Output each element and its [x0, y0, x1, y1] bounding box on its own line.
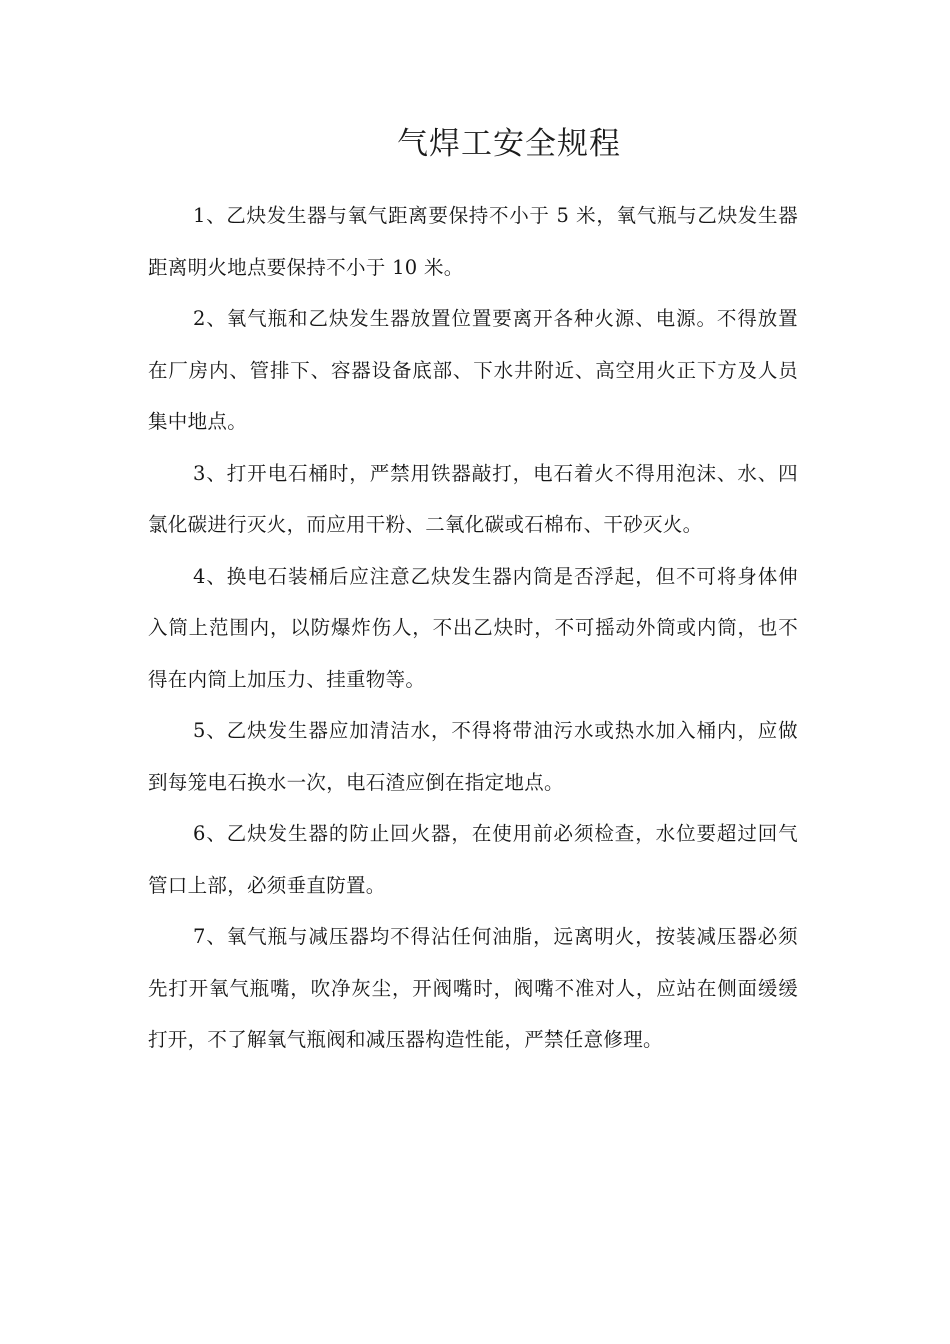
paragraph-4: 4、换电石装桶后应注意乙炔发生器内筒是否浮起，但不可将身体伸入筒上范围内，以防爆炸伤人，不出乙炔时，不可摇动外筒或内筒，也不得在内筒上加压力、挂重物等。: [148, 564, 798, 691]
paragraph-6: 6、乙炔发生器的防止回火器，在使用前必须检查，水位要超过回气管口上部，必须垂直防置。: [148, 822, 798, 897]
paragraph-5: 5、乙炔发生器应加清洁水，不得将带油污水或热水加入桶内，应做到每笼电石换水一次，电石渣应倒在指定地点。: [148, 719, 798, 794]
paragraph-1: 1、乙炔发生器与氧气距离要保持不小于 5 米，氧气瓶与乙炔发生器距离明火地点要保持不小于 10 米。: [148, 204, 798, 279]
document-title: 气焊工安全规程: [397, 126, 621, 162]
document-body: [148, 190, 798, 1066]
paragraph-3: 3、打开电石桶时，严禁用铁器敲打，电石着火不得用泡沫、水、四氯化碳进行灭火，而应用干粉、二氧化碳或石棉布、干砂灭火。: [148, 461, 798, 536]
paragraph-2: 2、氧气瓶和乙炔发生器放置位置要离开各种火源、电源。不得放置在厂房内、管排下、容器设备底部、下水井附近、高空用火正下方及人员集中地点。: [148, 307, 798, 433]
paragraph-7: 7、氧气瓶与减压器均不得沾任何油脂，远离明火，按装减压器必须先打开氧气瓶嘴，吹净灰尘，开阀嘴时，阀嘴不准对人，应站在侧面缓缓打开，不了解氧气瓶阀和减压器构造性能，严禁任意修理。: [148, 925, 798, 1051]
